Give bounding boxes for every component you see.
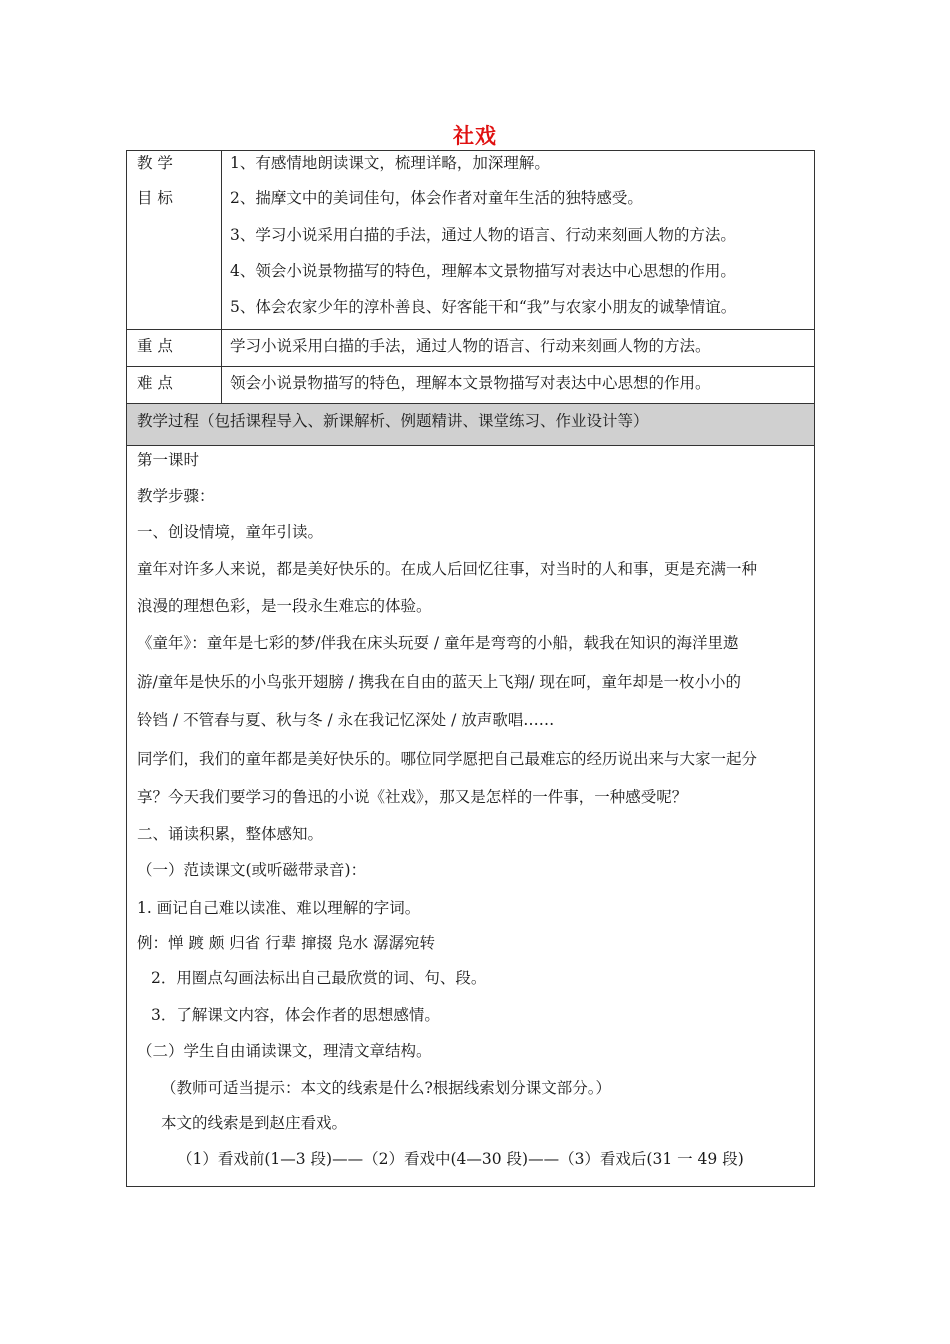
- body-line: 一、创设情境，童年引读。: [137, 523, 324, 541]
- body-line: 享？今天我们要学习的鲁迅的小说《社戏》，那又是怎样的一件事，一种感受呢？: [137, 788, 688, 806]
- process-header-row: [127, 404, 814, 446]
- difficult-point-label: 难 点: [137, 374, 173, 392]
- body-line: 游/童年是快乐的小鸟张开翅膀 / 携我在自由的蓝天上飞翔/ 现在呵，童年却是一枚小小的: [137, 673, 741, 691]
- body-line: 《童年》：童年是七彩的梦/伴我在床头玩耍 / 童年是弯弯的小船，载我在知识的海洋里遨: [137, 634, 739, 652]
- process-header: 教学过程（包括课程导入、新课解析、例题精讲、课堂练习、作业设计等）: [137, 412, 649, 430]
- key-point-content-cell: [222, 330, 814, 366]
- goal-item-1: 1、有感情地朗读课文，梳理详略，加深理解。: [230, 154, 550, 172]
- difficult-point-row: [127, 367, 814, 404]
- body-line: 铃铛 / 不管春与夏、秋与冬 / 永在我记忆深处 / 放声歌唱……: [137, 711, 555, 729]
- difficult-point-content-cell: [222, 367, 814, 403]
- body-line: （1）看戏前(1—3 段)——（2）看戏中(4—30 段)——（3）看戏后(31 一 49 段): [177, 1150, 744, 1168]
- body-line: 教学步骤：: [137, 487, 215, 505]
- body-line: 浪漫的理想色彩，是一段永生难忘的体验。: [137, 597, 432, 615]
- goals-label-cell: [127, 151, 222, 329]
- body-line: （一）范读课文(或听磁带录音)：: [137, 861, 367, 879]
- key-point-label: 重 点: [137, 337, 173, 355]
- body-line: 3．了解课文内容，体会作者的思想感情。: [151, 1006, 440, 1024]
- goals-row: [127, 151, 814, 330]
- process-body: [127, 446, 814, 1186]
- goal-item-3: 3、学习小说采用白描的手法，通过人物的语言、行动来刻画人物的方法。: [230, 226, 736, 244]
- goals-label-line1: 教 学: [137, 154, 173, 172]
- body-line: 例：惮 踱 颇 归省 行辈 撺掇 凫水 潺潺宛转: [137, 934, 435, 952]
- goals-label-line2: 目 标: [137, 189, 173, 207]
- body-line: 1. 画记自己难以读准、难以理解的字词。: [137, 899, 421, 917]
- goal-item-4: 4、领会小说景物描写的特色，理解本文景物描写对表达中心思想的作用。: [230, 262, 736, 280]
- body-line: 同学们，我们的童年都是美好快乐的。哪位同学愿把自己最难忘的经历说出来与大家一起分: [137, 750, 758, 768]
- goal-item-5: 5、体会农家少年的淳朴善良、好客能干和“我”与农家小朋友的诚挚情谊。: [230, 298, 737, 316]
- body-line: 第一课时: [137, 451, 200, 469]
- key-point-text: 学习小说采用白描的手法，通过人物的语言、行动来刻画人物的方法。: [230, 337, 711, 355]
- body-line: 2．用圈点勾画法标出自己最欣赏的词、句、段。: [151, 969, 487, 987]
- body-line: 二、诵读积累，整体感知。: [137, 825, 324, 843]
- difficult-point-label-cell: [127, 367, 222, 403]
- goal-item-2: 2、揣摩文中的美词佳句，体会作者对童年生活的独特感受。: [230, 189, 643, 207]
- goals-content-cell: [222, 151, 814, 329]
- body-line: 童年对许多人来说，都是美好快乐的。在成人后回忆往事，对当时的人和事，更是充满一种: [137, 560, 758, 578]
- document-title: 社戏: [453, 123, 497, 148]
- lesson-plan-table: [126, 150, 815, 1187]
- key-point-row: [127, 330, 814, 367]
- body-line: 本文的线索是到赵庄看戏。: [161, 1114, 348, 1132]
- body-line: （教师可适当提示：本文的线索是什么?根据线索划分课文部分。）: [161, 1079, 612, 1097]
- body-line: （二）学生自由诵读课文，理清文章结构。: [137, 1042, 432, 1060]
- key-point-label-cell: [127, 330, 222, 366]
- difficult-point-text: 领会小说景物描写的特色，理解本文景物描写对表达中心思想的作用。: [230, 374, 711, 392]
